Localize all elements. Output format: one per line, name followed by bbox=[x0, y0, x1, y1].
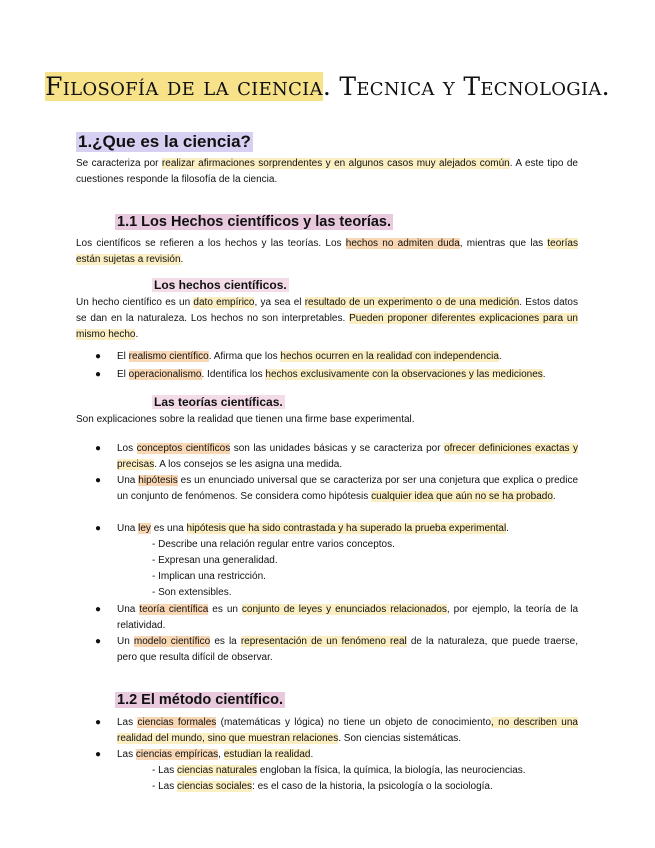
list-item-conceptos: ● Los conceptos científicos son las unidades básicas y se caracteriza por ofrecer definiciones exactas y precisas. A los consejos se les asigna una medida. bbox=[95, 443, 579, 470]
section-heading-1: 1.¿Que es la ciencia? bbox=[78, 132, 251, 151]
list-item-realismo: ● El realismo científico. Afirma que los hechos ocurren en la realidad con independencia. bbox=[95, 351, 502, 362]
paragraph-ciencia: Se caracteriza por realizar afirmaciones sorprendentes y en algunos casos muy alejados común. A este tipo de cuestiones responde la filosofía de la ciencia. bbox=[76, 158, 578, 185]
title-highlighted: Filosofía de la ciencia bbox=[45, 72, 323, 101]
sub-item-ley-1: - Describe una relación regular entre varios conceptos. bbox=[152, 539, 395, 550]
sub-item-ley-2: - Expresan una generalidad. bbox=[152, 555, 278, 566]
sub-item-naturales: - Las ciencias naturales engloban la física, la química, la biología, las neurociencias. bbox=[152, 765, 526, 776]
sub-item-ley-3: - Implican una restricción. bbox=[152, 571, 266, 582]
list-item-operacionalismo: ● El operacionalismo. Identifica los hechos exclusivamente con la observaciones y las mediciones. bbox=[95, 369, 546, 380]
list-item-ciencias-empiricas: ● Las ciencias empíricas, estudian la realidad. bbox=[95, 749, 314, 760]
sub-item-ley-4: - Son extensibles. bbox=[152, 587, 232, 598]
section-heading-1-1: 1.1 Los Hechos científicos y las teorías. bbox=[117, 214, 391, 230]
paragraph-hecho-cientifico: Un hecho científico es un dato empírico, ya sea el resultado de un experimento o de una medición. Estos datos se dan en la naturaleza. Los hechos no son interpretables. Pueden proponer diferentes explicaciones para un mismo hecho. bbox=[76, 297, 578, 340]
paragraph-hechos-teorias: Los científicos se refieren a los hechos y las teorías. Los hechos no admiten duda, mientras que las teorías están sujetas a revisión. bbox=[76, 238, 578, 265]
sub-item-sociales: - Las ciencias sociales: es el caso de la historia, la psicología o la sociología. bbox=[152, 781, 493, 792]
title-rest: . Tecnica y Tecnologia. bbox=[322, 72, 610, 101]
section-heading-1-2: 1.2 El método científico. bbox=[117, 692, 283, 708]
list-item-teoria: ● Una teoría científica es un conjunto de leyes y enunciados relacionados, por ejemplo, la teoría de la relatividad. bbox=[95, 604, 579, 631]
subheading-hechos: Los hechos científicos. bbox=[154, 278, 287, 292]
page-title bbox=[0, 72, 655, 101]
list-item-ciencias-formales: ● Las ciencias formales (matemáticas y lógica) no tiene un objeto de conocimiento, no describen una realidad del mundo, sino que muestran relaciones. Son ciencias sistemáticas. bbox=[95, 717, 578, 744]
list-item-ley: ● Una ley es una hipótesis que ha sido contrastada y ha superado la prueba experimental. bbox=[95, 523, 509, 534]
list-item-modelo: ● Un modelo científico es la representación de un fenómeno real de la naturaleza, que puede traerse, pero que resulta difícil de observar. bbox=[95, 636, 579, 663]
subheading-teorias: Las teorías científicas. bbox=[154, 395, 283, 409]
list-item-hipotesis: ● Una hipótesis es un enunciado universal que se caracteriza por ser una conjetura que explica o predice un conjunto de fenómenos. Se considera como hipótesis cualquier idea que aún no se ha probado. bbox=[95, 475, 578, 502]
paragraph-teorias: Son explicaciones sobre la realidad que tienen una firme base experimental. bbox=[76, 414, 415, 425]
